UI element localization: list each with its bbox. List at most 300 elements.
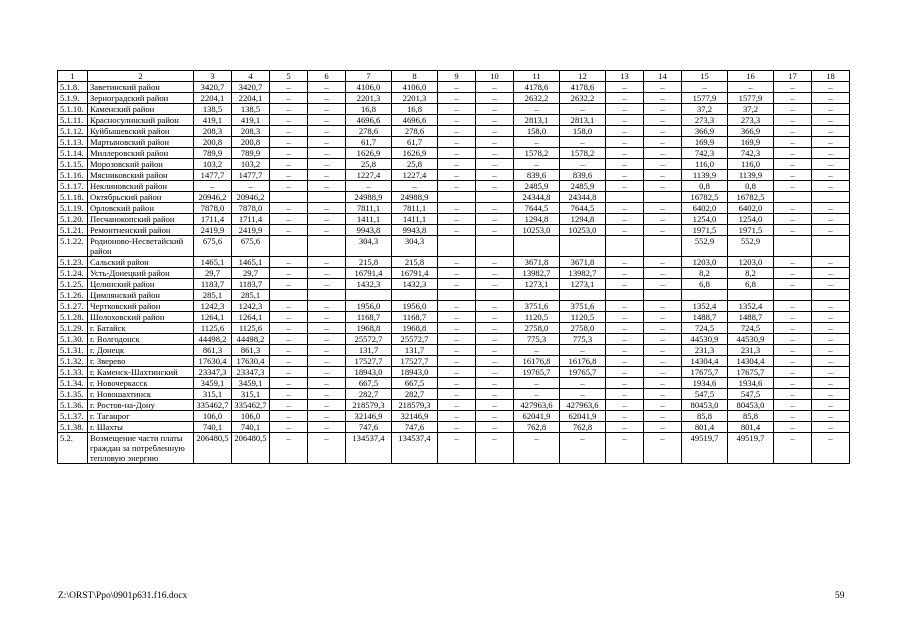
value-cell: 25572,7 <box>346 334 392 345</box>
row-label-cell: Неклиновский район <box>88 181 194 192</box>
value-cell: 80453,0 <box>728 400 774 411</box>
value-cell: 19765,7 <box>560 367 606 378</box>
value-cell: – <box>270 203 308 214</box>
value-cell: 419,1 <box>232 115 270 126</box>
value-cell: – <box>560 389 606 400</box>
row-number-cell: 5.1.17. <box>58 181 88 192</box>
value-cell: 44530,9 <box>682 334 728 345</box>
value-cell: 169,9 <box>682 137 728 148</box>
row-number-cell: 5.1.12. <box>58 126 88 137</box>
value-cell: – <box>812 422 850 433</box>
value-cell: 552,9 <box>728 236 774 257</box>
value-cell: 206480,5 <box>194 433 232 464</box>
document-path: Z:\ORST\Ppo\0901p631.f16.docx <box>58 591 188 601</box>
value-cell: – <box>438 378 476 389</box>
value-cell: 1294,8 <box>560 214 606 225</box>
value-cell: 24344,8 <box>560 192 606 203</box>
value-cell: – <box>308 389 346 400</box>
value-cell: – <box>308 411 346 422</box>
value-cell: – <box>774 301 812 312</box>
value-cell: – <box>606 137 644 148</box>
value-cell <box>606 236 644 257</box>
value-cell: 106,0 <box>232 411 270 422</box>
value-cell: 14304,4 <box>682 356 728 367</box>
value-cell: – <box>606 225 644 236</box>
value-cell: 231,3 <box>728 345 774 356</box>
budget-table <box>57 70 850 464</box>
value-cell: – <box>270 411 308 422</box>
value-cell: 103,2 <box>232 159 270 170</box>
value-cell: 3459,1 <box>194 378 232 389</box>
value-cell: 7811,1 <box>346 203 392 214</box>
value-cell: 1488,7 <box>682 312 728 323</box>
value-cell: – <box>308 82 346 93</box>
value-cell: 285,1 <box>194 290 232 301</box>
value-cell: – <box>270 334 308 345</box>
value-cell: – <box>560 433 606 464</box>
value-cell: – <box>476 93 514 104</box>
value-cell: – <box>812 312 850 323</box>
table-row <box>58 312 850 323</box>
row-number-cell: 5.1.30. <box>58 334 88 345</box>
value-cell: 1352,4 <box>682 301 728 312</box>
value-cell: 547,5 <box>682 389 728 400</box>
value-cell: – <box>606 367 644 378</box>
value-cell: – <box>270 345 308 356</box>
value-cell: – <box>812 148 850 159</box>
value-cell <box>392 290 438 301</box>
value-cell: 13982,7 <box>560 268 606 279</box>
value-cell: – <box>644 367 682 378</box>
row-number-cell: 5.1.34. <box>58 378 88 389</box>
value-cell: 1578,2 <box>514 148 560 159</box>
value-cell: 16176,8 <box>560 356 606 367</box>
value-cell: 1411,1 <box>346 214 392 225</box>
value-cell: – <box>644 181 682 192</box>
value-cell: 1139,9 <box>728 170 774 181</box>
row-label-cell: г. Волгодонск <box>88 334 194 345</box>
value-cell <box>606 290 644 301</box>
row-label-cell: Чертковский район <box>88 301 194 312</box>
value-cell: – <box>606 378 644 389</box>
value-cell: – <box>606 170 644 181</box>
value-cell: – <box>812 170 850 181</box>
value-cell: 13 <box>606 71 644 82</box>
table-row <box>58 268 850 279</box>
value-cell: 4178,6 <box>514 82 560 93</box>
table-row <box>58 82 850 93</box>
value-cell: – <box>812 126 850 137</box>
value-cell: 8,2 <box>682 268 728 279</box>
value-cell: 1577,9 <box>682 93 728 104</box>
value-cell: – <box>476 82 514 93</box>
value-cell: 724,5 <box>682 323 728 334</box>
value-cell: – <box>308 301 346 312</box>
value-cell: – <box>438 104 476 115</box>
value-cell: – <box>476 181 514 192</box>
value-cell: – <box>812 214 850 225</box>
value-cell: 62041,9 <box>560 411 606 422</box>
value-cell: – <box>774 268 812 279</box>
value-cell <box>476 192 514 203</box>
value-cell: – <box>270 389 308 400</box>
value-cell: 547,5 <box>728 389 774 400</box>
value-cell: – <box>774 312 812 323</box>
table-row <box>58 334 850 345</box>
row-number-cell: 5.1.38. <box>58 422 88 433</box>
value-cell: 1934,6 <box>682 378 728 389</box>
value-cell: 2419,9 <box>232 225 270 236</box>
value-cell: – <box>438 356 476 367</box>
value-cell: – <box>270 137 308 148</box>
value-cell: – <box>644 400 682 411</box>
value-cell: – <box>476 312 514 323</box>
value-cell: – <box>774 82 812 93</box>
value-cell: 18943,0 <box>392 367 438 378</box>
value-cell: – <box>270 181 308 192</box>
value-cell: 1477,7 <box>194 170 232 181</box>
row-number-cell: 5.1.15. <box>58 159 88 170</box>
value-cell: 3751,6 <box>514 301 560 312</box>
row-label-cell: Шолоховский район <box>88 312 194 323</box>
row-label-cell: Миллеровский район <box>88 148 194 159</box>
value-cell: 4696,6 <box>346 115 392 126</box>
row-number-cell: 5.1.29. <box>58 323 88 334</box>
row-number-cell: 5.1.18. <box>58 192 88 203</box>
value-cell: 775,3 <box>514 334 560 345</box>
value-cell: 16782,5 <box>682 192 728 203</box>
value-cell: – <box>270 301 308 312</box>
value-cell: 131,7 <box>346 345 392 356</box>
value-cell: 116,0 <box>682 159 728 170</box>
value-cell <box>270 236 308 257</box>
value-cell: – <box>644 312 682 323</box>
value-cell: 16791,4 <box>392 268 438 279</box>
value-cell: 1203,0 <box>682 257 728 268</box>
value-cell: – <box>270 433 308 464</box>
value-cell: – <box>606 214 644 225</box>
value-cell: 1578,2 <box>560 148 606 159</box>
value-cell: 9 <box>438 71 476 82</box>
value-cell: – <box>812 334 850 345</box>
header-row <box>58 71 850 82</box>
value-cell: 1956,0 <box>346 301 392 312</box>
value-cell <box>812 192 850 203</box>
value-cell: – <box>270 268 308 279</box>
value-cell: 37,2 <box>682 104 728 115</box>
value-cell: 7811,1 <box>392 203 438 214</box>
row-number-cell: 5.1.25. <box>58 279 88 290</box>
value-cell: – <box>606 279 644 290</box>
value-cell: – <box>774 126 812 137</box>
table-row <box>58 170 850 181</box>
value-cell: – <box>606 422 644 433</box>
value-cell: – <box>812 367 850 378</box>
value-cell: 11 <box>514 71 560 82</box>
value-cell: – <box>606 345 644 356</box>
value-cell: 3751,6 <box>560 301 606 312</box>
value-cell: 1432,3 <box>346 279 392 290</box>
value-cell: 1125,6 <box>194 323 232 334</box>
value-cell: – <box>644 345 682 356</box>
value-cell: 4106,0 <box>392 82 438 93</box>
table-row <box>58 323 850 334</box>
row-number-cell: 5.1.10. <box>58 104 88 115</box>
value-cell: 218579,3 <box>346 400 392 411</box>
value-cell: 775,3 <box>560 334 606 345</box>
value-cell: 215,8 <box>346 257 392 268</box>
value-cell: – <box>606 334 644 345</box>
value-cell: – <box>560 159 606 170</box>
value-cell: 24344,8 <box>514 192 560 203</box>
value-cell: 419,1 <box>194 115 232 126</box>
value-cell: – <box>606 411 644 422</box>
value-cell: 49519,7 <box>682 433 728 464</box>
value-cell: 724,5 <box>728 323 774 334</box>
value-cell: 1254,0 <box>682 214 728 225</box>
value-cell: 2813,1 <box>514 115 560 126</box>
row-label-cell: Морозовский район <box>88 159 194 170</box>
value-cell: – <box>438 159 476 170</box>
value-cell: 18 <box>812 71 850 82</box>
row-label-cell: Цимлянский район <box>88 290 194 301</box>
value-cell: 747,6 <box>346 422 392 433</box>
value-cell: – <box>644 203 682 214</box>
value-cell: 8 <box>392 71 438 82</box>
row-number-cell: 5.1.32. <box>58 356 88 367</box>
value-cell: – <box>270 115 308 126</box>
value-cell: – <box>308 345 346 356</box>
value-cell: 1125,6 <box>232 323 270 334</box>
value-cell: – <box>308 115 346 126</box>
value-cell: – <box>560 345 606 356</box>
row-label-cell: Октябрьский район <box>88 192 194 203</box>
value-cell: 20946,2 <box>232 192 270 203</box>
value-cell: 839,6 <box>514 170 560 181</box>
value-cell: 3459,1 <box>232 378 270 389</box>
value-cell: 62041,9 <box>514 411 560 422</box>
value-cell: – <box>774 367 812 378</box>
value-cell: – <box>438 257 476 268</box>
value-cell: 278,6 <box>392 126 438 137</box>
value-cell: – <box>476 323 514 334</box>
value-cell: – <box>476 159 514 170</box>
value-cell: – <box>812 257 850 268</box>
row-label-cell: Заветинский район <box>88 82 194 93</box>
value-cell: 2632,2 <box>514 93 560 104</box>
value-cell: 1626,9 <box>346 148 392 159</box>
value-cell: – <box>774 148 812 159</box>
value-cell: – <box>476 257 514 268</box>
value-cell <box>560 236 606 257</box>
value-cell: 3420,7 <box>232 82 270 93</box>
value-cell: – <box>514 433 560 464</box>
value-cell: – <box>438 137 476 148</box>
value-cell: – <box>438 367 476 378</box>
value-cell: 106,0 <box>194 411 232 422</box>
value-cell: – <box>812 433 850 464</box>
value-cell: 1934,6 <box>728 378 774 389</box>
value-cell: 366,9 <box>728 126 774 137</box>
value-cell: 17675,7 <box>682 367 728 378</box>
value-cell <box>682 290 728 301</box>
value-cell: – <box>812 345 850 356</box>
value-cell: – <box>438 170 476 181</box>
value-cell: 2485,9 <box>514 181 560 192</box>
value-cell: 1465,1 <box>232 257 270 268</box>
value-cell: 1577,9 <box>728 93 774 104</box>
value-cell: 5 <box>270 71 308 82</box>
row-label-cell: Каменский район <box>88 104 194 115</box>
table-row <box>58 389 850 400</box>
row-label-cell: Сальский район <box>88 257 194 268</box>
value-cell: 200,8 <box>194 137 232 148</box>
value-cell: 17 <box>774 71 812 82</box>
row-number-cell: 5.1.13. <box>58 137 88 148</box>
value-cell: – <box>606 433 644 464</box>
value-cell <box>514 236 560 257</box>
table-row <box>58 411 850 422</box>
value-cell: 116,0 <box>728 159 774 170</box>
value-cell: 740,1 <box>232 422 270 433</box>
value-cell: 6402,0 <box>682 203 728 214</box>
value-cell: 861,3 <box>232 345 270 356</box>
value-cell <box>270 290 308 301</box>
value-cell: 861,3 <box>194 345 232 356</box>
row-number-cell: 5.1.24. <box>58 268 88 279</box>
value-cell: – <box>812 93 850 104</box>
value-cell: – <box>644 93 682 104</box>
value-cell: 24988,9 <box>346 192 392 203</box>
table-row <box>58 115 850 126</box>
value-cell: 1971,5 <box>682 225 728 236</box>
row-label-cell: Родионово-Несветайский район <box>88 236 194 257</box>
value-cell: – <box>812 115 850 126</box>
value-cell: 37,2 <box>728 104 774 115</box>
value-cell <box>644 192 682 203</box>
value-cell: – <box>774 411 812 422</box>
row-number-cell: 5.1.22. <box>58 236 88 257</box>
table-row <box>58 225 850 236</box>
value-cell: – <box>812 411 850 422</box>
value-cell: – <box>308 433 346 464</box>
value-cell: – <box>774 345 812 356</box>
value-cell: – <box>438 181 476 192</box>
value-cell: 273,3 <box>682 115 728 126</box>
row-label-cell: 2 <box>88 71 194 82</box>
value-cell: – <box>476 422 514 433</box>
value-cell: – <box>308 422 346 433</box>
table-row <box>58 290 850 301</box>
row-label-cell: Зерноградский район <box>88 93 194 104</box>
value-cell <box>476 236 514 257</box>
value-cell: 801,4 <box>728 422 774 433</box>
value-cell: 218579,3 <box>392 400 438 411</box>
value-cell <box>270 192 308 203</box>
value-cell: 134537,4 <box>392 433 438 464</box>
value-cell: – <box>308 367 346 378</box>
row-number-cell: 5.1.19. <box>58 203 88 214</box>
value-cell: 206480,5 <box>232 433 270 464</box>
value-cell: – <box>606 181 644 192</box>
value-cell: – <box>774 378 812 389</box>
value-cell: – <box>308 137 346 148</box>
value-cell: – <box>476 279 514 290</box>
value-cell: – <box>476 137 514 148</box>
value-cell: – <box>644 279 682 290</box>
value-cell: – <box>774 170 812 181</box>
value-cell: – <box>270 93 308 104</box>
value-cell: – <box>774 323 812 334</box>
row-label-cell: Усть-Донецкий район <box>88 268 194 279</box>
table-row <box>58 104 850 115</box>
value-cell: – <box>812 203 850 214</box>
value-cell: – <box>644 82 682 93</box>
value-cell: 215,8 <box>392 257 438 268</box>
value-cell: – <box>728 82 774 93</box>
value-cell: 231,3 <box>682 345 728 356</box>
value-cell: 85,8 <box>682 411 728 422</box>
value-cell: 10 <box>476 71 514 82</box>
value-cell: 282,7 <box>392 389 438 400</box>
value-cell: – <box>308 181 346 192</box>
value-cell: – <box>606 159 644 170</box>
value-cell: 335462,7 <box>194 400 232 411</box>
value-cell: – <box>476 389 514 400</box>
value-cell: – <box>644 334 682 345</box>
value-cell: 4178,6 <box>560 82 606 93</box>
row-label-cell: Песчанокопский район <box>88 214 194 225</box>
value-cell <box>476 290 514 301</box>
value-cell: 17527,7 <box>392 356 438 367</box>
value-cell: – <box>308 93 346 104</box>
value-cell: 1711,4 <box>194 214 232 225</box>
table-row <box>58 159 850 170</box>
value-cell: – <box>438 203 476 214</box>
value-cell: 1139,9 <box>682 170 728 181</box>
value-cell: 3671,8 <box>514 257 560 268</box>
value-cell: – <box>270 400 308 411</box>
value-cell: 44498,2 <box>232 334 270 345</box>
value-cell: – <box>308 170 346 181</box>
value-cell: – <box>644 268 682 279</box>
value-cell: 138,5 <box>194 104 232 115</box>
value-cell <box>560 290 606 301</box>
value-cell: – <box>644 411 682 422</box>
value-cell: 208,3 <box>194 126 232 137</box>
value-cell <box>644 236 682 257</box>
value-cell: 131,7 <box>392 345 438 356</box>
value-cell: 18943,0 <box>346 367 392 378</box>
value-cell: 747,6 <box>392 422 438 433</box>
value-cell: – <box>606 126 644 137</box>
value-cell: – <box>476 378 514 389</box>
value-cell: – <box>270 225 308 236</box>
value-cell: 2201,3 <box>346 93 392 104</box>
row-label-cell: г. Новошахтинск <box>88 389 194 400</box>
value-cell: 12 <box>560 71 606 82</box>
value-cell: – <box>308 203 346 214</box>
value-cell: – <box>606 356 644 367</box>
value-cell: 1968,8 <box>392 323 438 334</box>
value-cell: 762,8 <box>560 422 606 433</box>
value-cell: – <box>560 137 606 148</box>
value-cell: – <box>644 389 682 400</box>
value-cell: 315,1 <box>232 389 270 400</box>
value-cell: – <box>270 312 308 323</box>
value-cell <box>606 192 644 203</box>
value-cell: – <box>774 257 812 268</box>
